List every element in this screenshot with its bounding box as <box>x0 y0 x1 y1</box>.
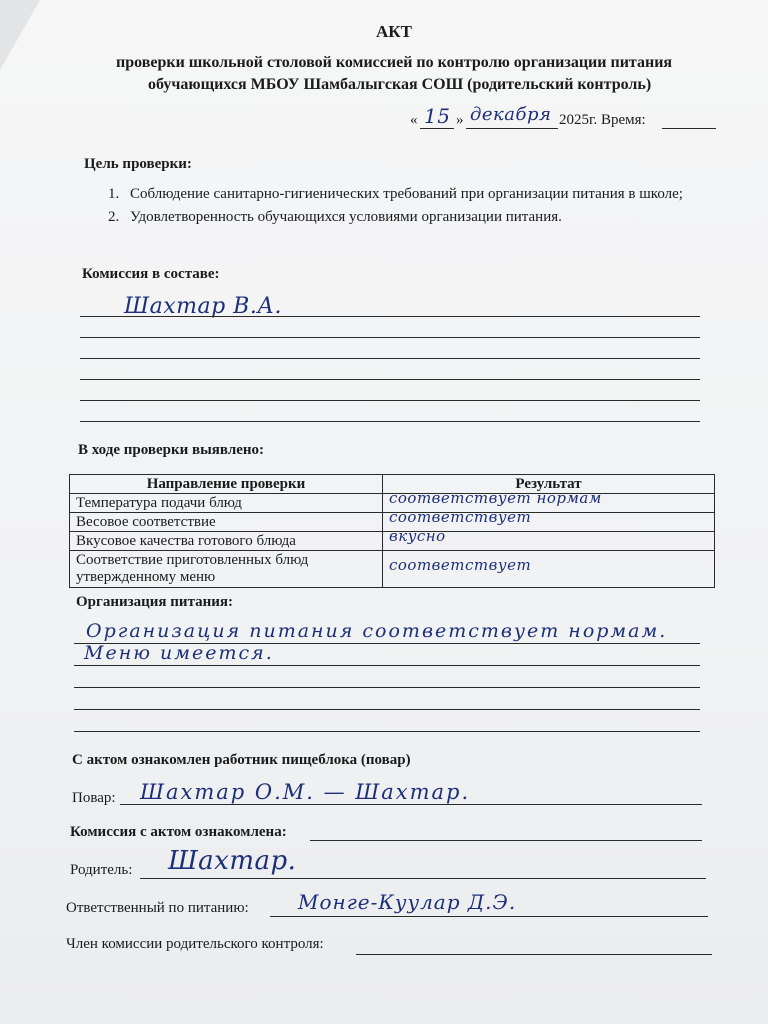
responsible-signature-line <box>270 916 708 917</box>
goal-text: Удовлетворенность обучающихся условиями организации питания. <box>130 209 562 225</box>
acknowledgement-heading: С актом ознакомлен работник пищеблока (повар) <box>72 752 411 768</box>
parent-signature-handwritten: Шахтар. <box>168 846 297 876</box>
member-signature-line <box>356 954 712 955</box>
organization-line-4 <box>74 709 700 710</box>
document-title: АКТ <box>376 22 412 41</box>
date-year-time-label: 2025г. Время: <box>559 112 646 128</box>
goals-list <box>108 184 688 228</box>
parent-signature-line <box>140 878 706 879</box>
direction-line: утвержденному меню <box>76 569 216 585</box>
date-day-line <box>420 128 454 129</box>
column-header-result: Результат <box>383 475 715 494</box>
organization-heading: Организация питания: <box>76 594 234 610</box>
commission-line-3 <box>80 358 700 359</box>
goal-text: Соблюдение санитарно-гигиенических требований при организации питания в школе; <box>130 186 683 202</box>
date-close-quote: » <box>456 112 464 128</box>
goals-list-wrap <box>108 184 688 228</box>
cook-label: Повар: <box>72 790 116 806</box>
goal-number: 1. <box>108 186 120 202</box>
direction-cell: Весовое соответствие <box>70 513 383 532</box>
table-row <box>70 551 715 588</box>
commission-member-handwritten: Шахтар В.А. <box>124 294 282 319</box>
page-corner-shadow <box>0 0 40 70</box>
column-header-direction: Направление проверки <box>70 475 383 494</box>
document-subtitle-line1: проверки школьной столовой комиссией по контролю организации питания <box>116 54 673 71</box>
date-open-quote: « <box>410 112 418 128</box>
responsible-label: Ответственный по питанию: <box>66 900 249 916</box>
result-handwritten: вкусно <box>389 527 446 545</box>
result-handwritten: соответствует нормам <box>389 489 602 507</box>
commission-line-2 <box>80 337 700 338</box>
date-month-line <box>466 128 558 129</box>
commission-ack-line <box>310 840 702 841</box>
organization-line-5 <box>74 731 700 732</box>
organization-line1-handwritten: Организация питания соответствует нормам. <box>86 620 668 642</box>
document-subtitle-line2: обучающихся МБОУ Шамбалыгская СОШ (родительский контроль) <box>148 76 652 93</box>
commission-ack-label: Комиссия с актом ознакомлена: <box>70 824 287 840</box>
result-cell <box>383 527 715 551</box>
commission-line-6 <box>80 421 700 422</box>
goals-heading: Цель проверки: <box>84 156 192 172</box>
result-cell <box>383 551 715 588</box>
cook-name-handwritten: Шахтар О.М. — Шахтар. <box>140 780 471 804</box>
commission-line-1 <box>80 316 700 317</box>
direction-cell: Вкусовое качества готового блюда <box>70 532 383 551</box>
direction-cell: Температура подачи блюд <box>70 494 383 513</box>
result-handwritten: соответствует <box>389 508 532 526</box>
time-line <box>662 128 716 129</box>
findings-table <box>69 474 715 588</box>
direction-cell <box>70 551 383 588</box>
result-handwritten: соответствует <box>389 556 532 574</box>
goal-item-1 <box>108 184 688 205</box>
table-row <box>70 532 715 551</box>
direction-line: Соответствие приготовленных блюд <box>76 552 309 568</box>
commission-line-5 <box>80 400 700 401</box>
organization-line-2 <box>74 665 700 666</box>
commission-line-4 <box>80 379 700 380</box>
parent-label: Родитель: <box>70 862 133 878</box>
date-day: 15 <box>424 104 451 128</box>
goal-item-2 <box>108 207 688 228</box>
date-month: декабря <box>470 104 552 125</box>
organization-line2-handwritten: Меню имеется. <box>84 642 274 664</box>
responsible-name-handwritten: Монге-Куулар Д.Э. <box>298 890 517 914</box>
member-label: Член комиссии родительского контроля: <box>66 936 324 952</box>
goal-number: 2. <box>108 209 120 225</box>
findings-heading: В ходе проверки выявлено: <box>78 442 265 458</box>
commission-heading: Комиссия в составе: <box>82 266 220 282</box>
cook-signature-line <box>120 804 702 805</box>
organization-line-3 <box>74 687 700 688</box>
